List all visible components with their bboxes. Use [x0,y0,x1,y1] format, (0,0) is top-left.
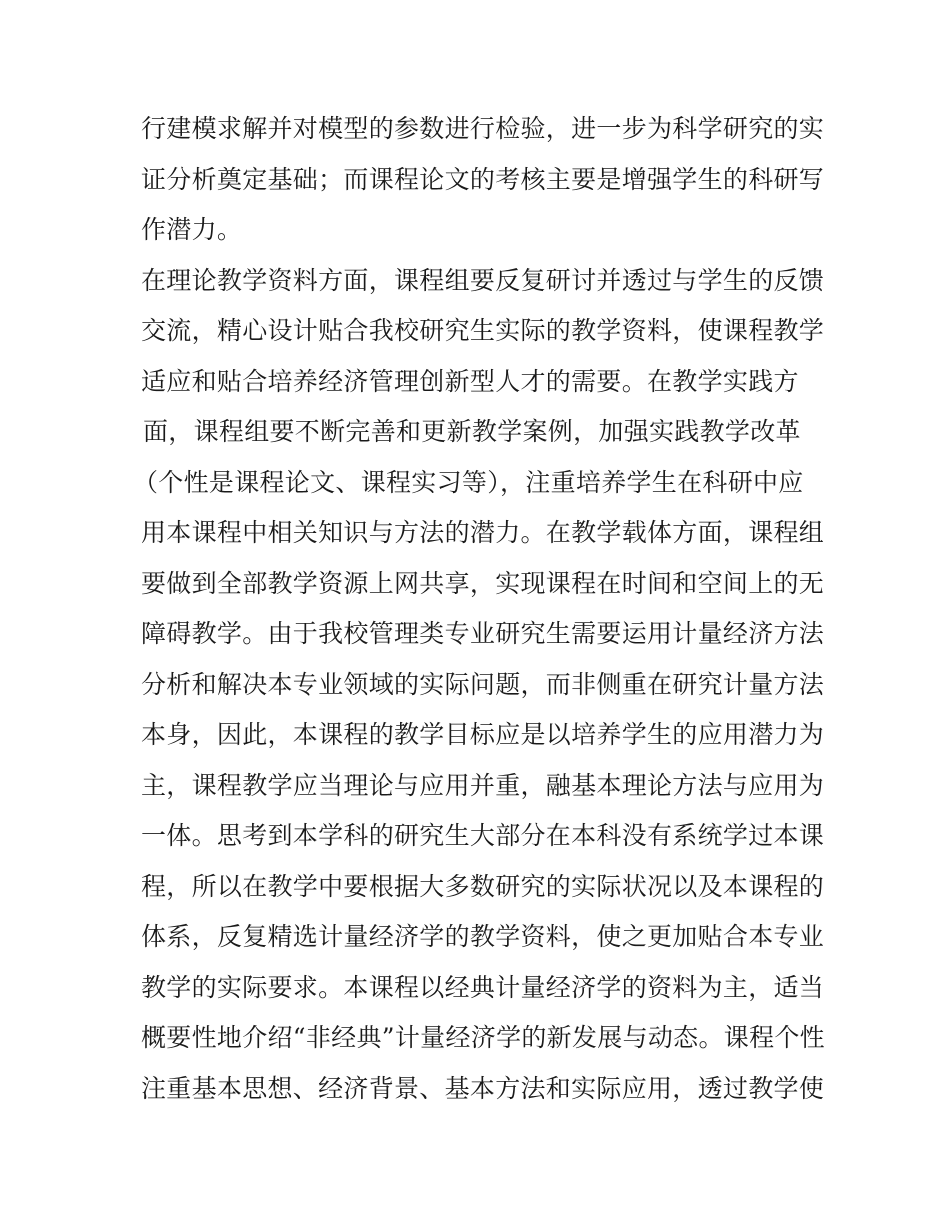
text-line-16: 程，所以在教学中要根据大多数研究的实际状况以及本课程的 [141,871,825,901]
text-line-12: 分析和解决本专业领域的实际问题，而非侧重在研究计量方法 [141,669,825,699]
text-line-11: 障碍教学。由于我校管理类专业研究生需要运用计量经济方法 [141,619,825,648]
text-line-17: 体系，反复精选计量经济学的教学资料，使之更加贴合本专业 [141,922,825,951]
text-line-15: 一体。思考到本学科的研究生大部分在本科没有系统学过本课 [141,821,825,850]
body-text [133,104,825,1114]
text-line-19: 概要性地介绍“非经典”计量经济学的新发展与动态。课程个性 [141,1023,825,1052]
text-line-8: （个性是课程论文、课程实习等），注重培养学生在科研中应 [133,467,804,497]
text-line-9: 用本课程中相关知识与方法的潜力。在教学载体方面，课程组 [141,518,825,547]
text-line-14: 主，课程教学应当理论与应用并重，融基本理论方法与应用为 [141,770,825,800]
text-line-4: 在理论教学资料方面，课程组要反复研讨并透过与学生的反馈 [141,265,825,295]
text-line-13: 本身，因此，本课程的教学目标应是以培养学生的应用潜力为 [141,720,825,749]
text-line-6: 适应和贴合培养经济管理创新型人才的需要。在教学实践方 [141,366,799,396]
text-line-5: 交流，精心设计贴合我校研究生实际的教学资料，使课程教学 [141,316,825,345]
text-line-20: 注重基本思想、经济背景、基本方法和实际应用，透过教学使 [141,1073,825,1103]
text-line-18: 教学的实际要求。本课程以经典计量经济学的资料为主，适当 [141,972,825,1002]
text-line-2: 证分析奠定基础；而课程论文的考核主要是增强学生的科研写 [141,164,825,194]
text-line-3: 作潜力。 [141,215,243,244]
text-line-10: 要做到全部教学资源上网共享，实现课程在时间和空间上的无 [141,568,825,598]
text-line-1: 行建模求解并对模型的参数进行检验，进一步为科学研究的实 [141,114,825,143]
text-line-7: 面，课程组要不断完善和更新教学案例，加强实践教学改革 [143,417,801,446]
